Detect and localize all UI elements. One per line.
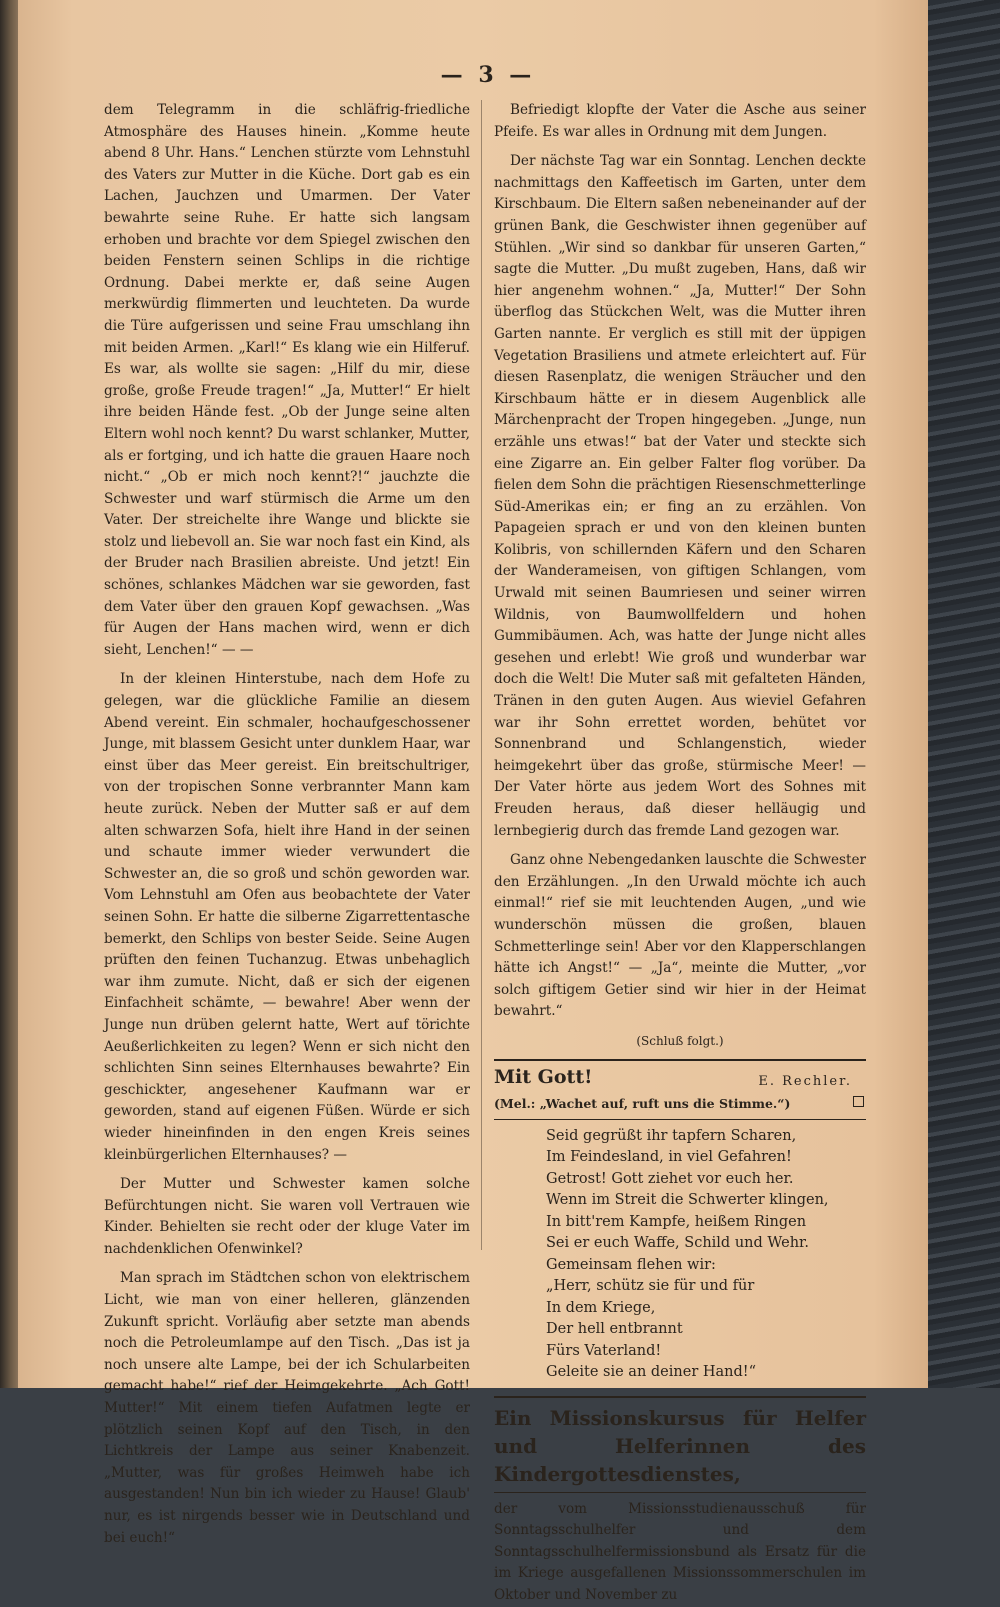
page-number: — 3 —: [440, 62, 536, 88]
section-rule: [494, 1059, 866, 1061]
song-title: Mit Gott!: [494, 1065, 593, 1088]
song-line: Seid gegrüßt ihr tapfern Scharen,: [546, 1127, 797, 1144]
song-line: Fürs Vaterland!: [546, 1342, 662, 1359]
article-headline: Ein Missionskursus für Helfer und Helferinnen des Kindergottesdienstes,: [494, 1405, 866, 1486]
song-line: In dem Kriege,: [546, 1299, 656, 1316]
song-author: E. Rechler.: [758, 1073, 852, 1089]
story-paragraph-3: Der Mutter und Schwester kamen solche Befürchtungen nicht. Sie waren voll Vertrauen wie Kinder. Behielten sie recht oder der kluge Vater im nachdenklichen Ofenwinkel?: [104, 1176, 470, 1257]
end-mark-box: [853, 1096, 864, 1107]
headline-rule: [494, 1492, 866, 1493]
story-paragraph-7: Ganz ohne Nebengedanken lauschte die Schwester den Erzählungen. „In den Urwald möchte ich auch einmal!“ rief sie mit leuchtenden Augen, „und wie wunderschön müssen die großen, blauen Schmetterlinge sein! Aber vor den Klapperschlangen hätte ich Angst!“ — „Ja“, meinte die Mutter, „vor solch giftigem Getier sind wir hier in der Heimat bewahrt.“: [494, 852, 866, 1020]
story-paragraph-2: In der kleinen Hinterstube, nach dem Hofe zu gelegen, war die glückliche Familie an diesem Abend vereint. Ein schmaler, hochaufgeschossener Junge, mit blassem Gesicht unter dunklem Haar, war einst über das Meer gereist. Ein breitschultriger, von der tropischen Sonne verbrannter Mann kam heute zurück. Neben der Mutter saß er auf dem alten schwarzen Sofa, hielt ihre Hand in der seinen und schaute immer wieder verwundert die Schwester an, die so groß und schön geworden war. Vom Lehnstuhl am Ofen aus beobachtete der Vater seinen Sohn. Er hatte die silberne Zigarrettentasche bemerkt, den Schlips von bester Seide. Seine Augen prüften den feinen Tuchanzug. Etwas unbehaglich war ihm zumute. Nicht, daß er sich der eigenen Einfachheit schämte, — bewahre! Aber wenn der Junge nun drüben gelernt hatte, Wert auf törichte Aeußerlichkeiten zu legen? Wenn er sich nicht den schlichten Sinn seines Elternhauses bewahrte? Ein geschickter, angesehener Kaufmann war er geworden, stand auf eigenen Füßen. Würde er sich wieder hineinfinden in den engen Kreis seines kleinbürgerlichen Elternhauses? —: [104, 671, 470, 1163]
binding-spine-left: [0, 0, 18, 1388]
song-line: Wenn im Streit die Schwerter klingen,: [546, 1192, 829, 1209]
story-paragraph-4: Man sprach im Städtchen schon von elektrischem Licht, wie man von einer helleren, glänzenden Zukunft spricht. Vorläufig aber setzte man abends noch die Petroleumlampe auf den Tisch. „Das ist ja noch unsere alte Lampe, bei der ich Schularbeiten gemacht habe!“ rief der Heimgekehrte. „Ach Gott! Mutter!“ Mit einem tiefen Aufatmen legte er plötzlich seinen Kopf auf den Tisch, in den Lichtkreis der Lampe aus seiner Knabenzeit. „Mutter, was für großes Heimweh habe ich ausgestanden! Nun bin ich wieder zu Hause! Glaub' nur, es ist nirgends besser wie in Deutschland und bei euch!“: [104, 1270, 470, 1546]
song-line: Gemeinsam flehen wir:: [546, 1256, 716, 1273]
song-line: In bitt'rem Kampfe, heißem Ringen: [546, 1213, 807, 1230]
story-paragraph-6: Der nächste Tag war ein Sonntag. Lenchen deckte nachmittags den Kaffeetisch im Garten, unter dem Kirschbaum. Die Eltern saßen nebeneinander auf der grünen Bank, die Geschwister ihnen gegenüber auf Stühlen. „Wir sind so dankbar für unseren Garten,“ sagte die Mutter. „Du mußt zugeben, Hans, daß wir hier angenehm wohnen.“ „Ja, Mutter!“ Der Sohn überflog das Stückchen Welt, was die Mutter ihren Garten nannte. Er verglich es still mit der üppigen Vegetation Brasiliens und atmete erleichtert auf. Für diesen Rasenplatz, die wenigen Sträucher und den Kirschbaum hätte er in diesem Augenblick alle Märchenpracht der Tropen hingegeben. „Junge, nun erzähle uns etwas!“ bat der Vater und steckte sich eine Zigarre an. Ein gelber Falter flog vorüber. Da fielen dem Sohn die prächtigen Riesenschmetterlinge Süd-Amerikas ein; er fing an zu erzählen. Von Papageien sprach er und von den kleinen bunten Kolibris, von schillernden Käfern und den Scharen der Wanderameisen, von giftigen Schlangen, vom Urwald mit seinen Baumriesen und seiner wirren Wildnis, von Baumwollfeldern und hohen Gummibäumen. Ach, was hatte der Junge nicht alles gesehen und erlebt! Wie groß und wunderbar war doch die Welt! Die Muter saß mit gefalteten Händen, Tränen in den guten Augen. Aus wieviel Gefahren war ihr Sohn errettet worden, behütet vor Sonnenbrand und Schlangenstich, wieder heimgekehrt über das große, stürmische Meer! — Der Vater hörte aus jedem Wort des Sohnes mit Freuden heraus, daß dieser helläugig und lernbegierig durch das fremde Land gezogen war.: [494, 153, 866, 839]
song-verse: [546, 1126, 866, 1384]
continuation-note: (Schluß folgt.): [636, 1033, 724, 1048]
book-cover-edge-right: [928, 0, 1000, 1388]
song-line: Getrost! Gott ziehet vor euch her.: [546, 1170, 794, 1187]
song-rule: [494, 1119, 866, 1120]
story-paragraph-5: Befriedigt klopfte der Vater die Asche aus seiner Pfeife. Es war alles in Ordnung mit dem Jungen.: [494, 102, 866, 140]
song-header: [494, 1067, 866, 1115]
newspaper-page: [18, 0, 928, 1603]
song-line: Geleite sie an deiner Hand!“: [546, 1364, 757, 1381]
column-divider: [481, 100, 482, 1250]
song-line: Der hell entbrannt: [546, 1321, 683, 1338]
song-line: Im Feindesland, in viel Gefahren!: [546, 1149, 792, 1166]
section-rule: [494, 1396, 866, 1398]
article-body: der vom Missionsstudienausschuß für Sonntagsschulhelfer und dem Sonntagsschulhelfermissionsbund als Ersatz für die im Kriege ausgefallenen Missionssommerschulen im Oktober und November zu: [494, 1500, 866, 1603]
story-paragraph-1: dem Telegramm in die schläfrig-friedliche Atmosphäre des Hauses hinein. „Komme heute abend 8 Uhr. Hans.“ Lenchen stürzte vom Lehnstuhl des Vaters zur Mutter in die Küche. Dort gab es ein Lachen, Jauchzen und Umarmen. Der Vater bewahrte seine Ruhe. Er hatte sich langsam erhoben und brachte vor dem Spiegel zwischen den beiden Fenstern seinen Schlips in die richtige Ordnung. Dabei merkte er, daß seine Augen merkwürdig flimmerten und leuchteten. Da wurde die Türe aufgerissen und seine Frau umschlang ihn mit beiden Armen. „Karl!“ Es klang wie ein Hilferuf. Es war, als wollte sie sagen: „Hilf du mir, diese große, große Freude tragen!“ „Ja, Mutter!“ Er hielt ihre beiden Hände fest. „Ob der Junge seine alten Eltern wohl noch kennt? Du warst schlanker, Mutter, als er fortging, und ich hatte die grauen Haare noch nicht.“ „Ob er mich noch kennt?!“ jauchzte die Schwester und warf stürmisch die Arme um den Vater. Der streichelte ihre Wange und blickte sie stolz und liebevoll an. Sie war noch fast ein Kind, als der Bruder nach Brasilien abreiste. Und jetzt! Ein schönes, schlankes Mädchen war sie geworden, fast dem Vater über den grauen Kopf gewachsen. „Was für Augen der Hans machen wird, wenn er dich sieht, Lenchen!“ — —: [104, 102, 470, 658]
left-column: [104, 100, 470, 1546]
song-line: „Herr, schütz sie für und für: [546, 1278, 755, 1295]
song-line: Sei er euch Waffe, Schild und Wehr.: [546, 1235, 809, 1252]
song-tune: (Mel.: „Wachet auf, ruft uns die Stimme.“): [494, 1095, 791, 1111]
right-column: [494, 100, 866, 1603]
